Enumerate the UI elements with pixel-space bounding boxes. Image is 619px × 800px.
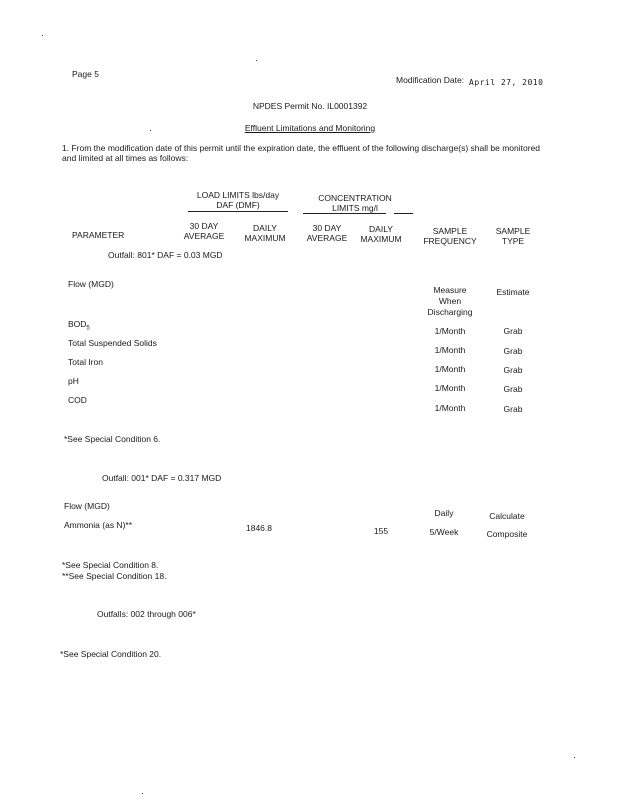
bod-subscript: 5: [86, 325, 90, 332]
row-801-flow-frequency-3: Discharging: [427, 307, 473, 317]
row-801-tss-type: Grab: [503, 346, 523, 356]
scan-speck: [42, 35, 43, 36]
row-801-iron-type: Grab: [503, 365, 523, 375]
outfall-001-footnote-2: **See Special Condition 18.: [62, 571, 167, 581]
daily-max-conc-header-1: DAILY: [369, 224, 393, 234]
frequency-header-1: SAMPLE: [432, 226, 468, 236]
row-001-ammonia-daily-max-conc: 155: [373, 526, 389, 536]
avg30-conc-header-1: 30 DAY: [312, 223, 342, 233]
row-801-ph-frequency: 1/Month: [434, 383, 466, 393]
frequency-header-2: FREQUENCY: [423, 236, 477, 246]
daily-max-conc-header-2: MAXIMUM: [360, 234, 402, 244]
row-801-iron-parameter: Total Iron: [68, 357, 103, 367]
row-001-ammonia-parameter: Ammonia (as N)**: [64, 520, 133, 530]
type-header-1: SAMPLE: [495, 226, 531, 236]
row-801-bod-frequency: 1/Month: [434, 326, 466, 336]
outfall-801-footnote: *See Special Condition 6.: [64, 434, 161, 444]
row-801-iron-frequency: 1/Month: [434, 364, 466, 374]
row-801-cod-type: Grab: [503, 404, 523, 414]
row-801-flow-frequency-2: When: [438, 296, 462, 306]
load-limits-header: LOAD LIMITS lbs/day: [196, 190, 280, 200]
avg30-conc-header-2: AVERAGE: [306, 233, 348, 243]
load-header-rule: [188, 211, 288, 212]
row-001-ammonia-frequency: 5/Week: [429, 527, 459, 537]
row-001-ammonia-type: Composite: [486, 529, 528, 539]
outfall-001-heading: Outfall: 001* DAF = 0.317 MGD: [102, 473, 222, 483]
concentration-header: CONCENTRATION: [318, 193, 392, 203]
row-801-flow-parameter: Flow (MGD): [68, 279, 114, 289]
row-001-flow-type: Calculate: [489, 511, 525, 521]
row-801-bod-parameter: [68, 320, 90, 332]
scan-speck: [256, 60, 257, 61]
row-801-tss-parameter: Total Suspended Solids: [68, 338, 157, 348]
modification-date-value: April 27, 2010: [469, 78, 544, 87]
row-001-flow-frequency: Daily: [434, 508, 454, 518]
type-header-2: TYPE: [501, 236, 525, 246]
modification-date-label: Modification Date:: [396, 75, 465, 85]
row-801-bod-type: Grab: [503, 326, 523, 336]
row-801-cod-parameter: COD: [68, 395, 87, 405]
scan-speck: [142, 793, 143, 794]
concentration-units-header: LIMITS mg/l: [332, 203, 378, 213]
outfalls-002-006-heading: Outfalls: 002 through 006*: [97, 609, 196, 619]
row-801-tss-frequency: 1/Month: [434, 345, 466, 355]
bod-label: BOD: [68, 319, 87, 329]
outfalls-002-006-footnote: *See Special Condition 20.: [60, 649, 162, 659]
avg30-load-header-1: 30 DAY: [189, 221, 219, 231]
load-daf-header: DAF (DMF): [216, 200, 260, 210]
outfall-801-heading: Outfall: 801* DAF = 0.03 MGD: [108, 250, 223, 260]
page-number: Page 5: [72, 69, 99, 79]
concentration-header-rule-2: [394, 213, 413, 214]
scan-speck: [150, 130, 151, 131]
intro-paragraph: 1. From the modification date of this permit until the expiration date, the effluent of the following discharge(s) shall be monitored and limited at all times as follows:: [62, 143, 540, 163]
concentration-header-rule: [303, 213, 386, 214]
row-001-ammonia-daily-max-load: 1846.8: [246, 523, 272, 533]
section-title: Effluent Limitations and Monitoring: [244, 123, 376, 133]
row-801-ph-type: Grab: [503, 384, 523, 394]
row-001-flow-parameter: Flow (MGD): [64, 501, 110, 511]
daily-max-load-header-2: MAXIMUM: [244, 233, 286, 243]
row-801-cod-frequency: 1/Month: [434, 403, 466, 413]
permit-number: NPDES Permit No. IL0001392: [252, 101, 368, 111]
avg30-load-header-2: AVERAGE: [183, 231, 225, 241]
outfall-001-footnote-1: *See Special Condition 8.: [62, 560, 159, 570]
row-801-ph-parameter: pH: [68, 376, 79, 386]
parameter-header: PARAMETER: [72, 230, 125, 240]
row-801-flow-type: Estimate: [496, 287, 530, 297]
scan-speck: [574, 757, 575, 758]
row-801-flow-frequency-1: Measure: [433, 285, 467, 295]
daily-max-load-header-1: DAILY: [253, 223, 277, 233]
